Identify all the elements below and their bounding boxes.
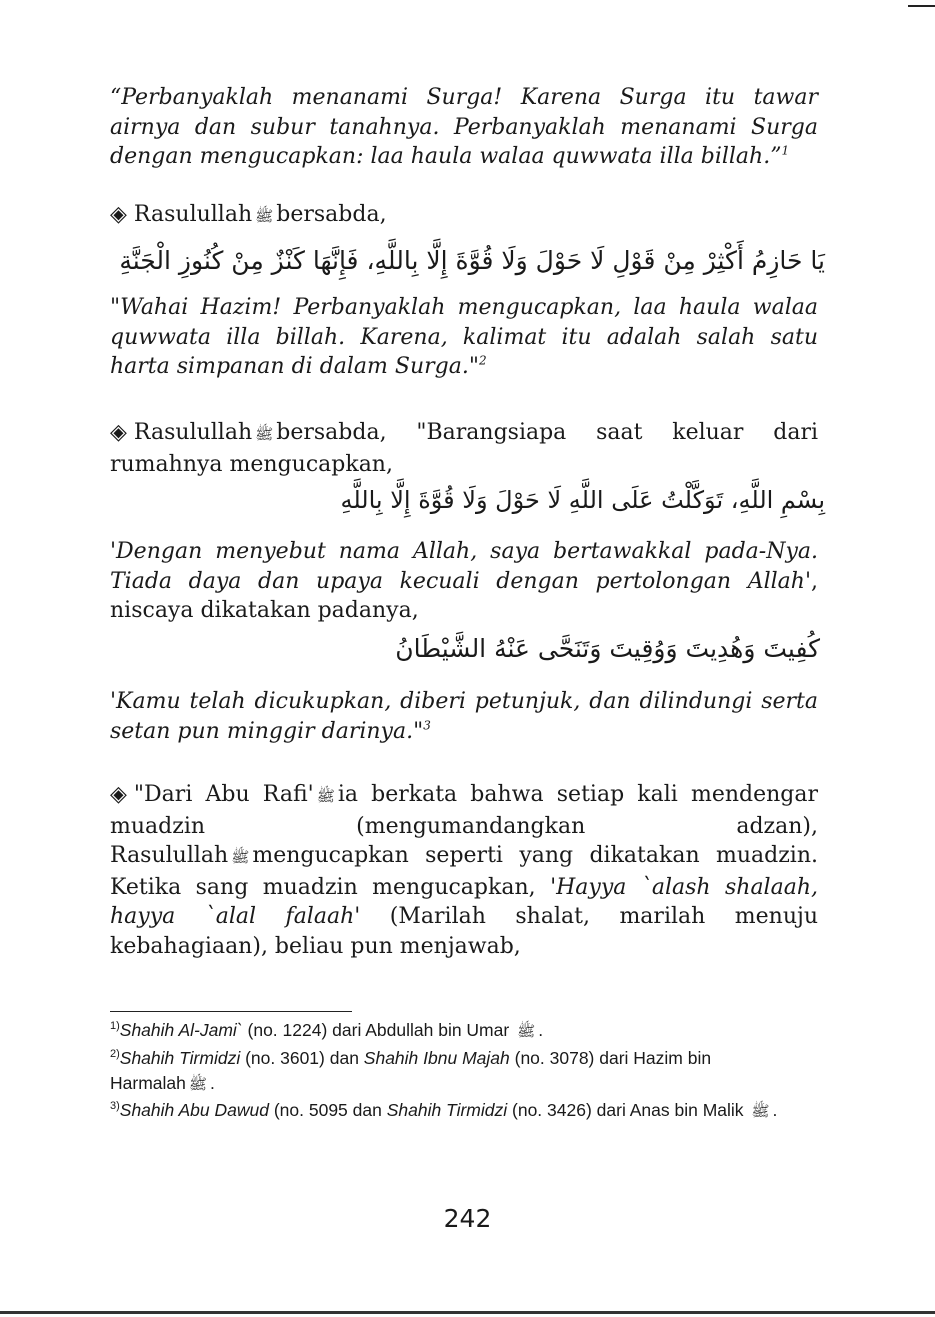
lead-text: bersabda, xyxy=(276,202,387,227)
hadith-lead-3 xyxy=(110,418,818,479)
footnote-end: . xyxy=(538,1020,544,1040)
lead-text: Rasulullah xyxy=(133,202,253,227)
footnote-text: (no. 3601) dan xyxy=(240,1048,364,1068)
arabic-dua-2: كُفِيتَ وَهُدِيتَ وَوُقِيتَ وَتَنَحَّى عَنْهُ الشَّيْطَانُ xyxy=(395,634,820,663)
footnote-source: Shahih Tirmidzi xyxy=(119,1048,241,1068)
footnote-end: . xyxy=(210,1073,215,1093)
footnote-source-2: Shahih Tirmidzi xyxy=(386,1100,508,1120)
hadith-paragraph-4 xyxy=(110,780,818,961)
honorific-icon: ﷺ xyxy=(517,1023,536,1040)
translation-3b xyxy=(110,687,818,746)
footnote-text: (no. 3426) dari Anas bin Malik xyxy=(507,1100,744,1120)
quote-text: “Perbanyaklah menanami Surga! Karena Surga itu tawar airnya dan subur tanahnya. Perbanyaklah menanami Surga dengan mengucapkan: laa haula walaa quwwata illa billah.” xyxy=(110,85,818,169)
body-text: mengucapkan seperti yang dikatakan muadzin. Ketika sang muadzin mengucapkan, xyxy=(110,843,818,900)
ornament-bullet-icon: ◈ xyxy=(110,420,127,445)
footnote-divider xyxy=(110,1011,352,1012)
footnote-ref-1: 1 xyxy=(781,143,790,158)
body-text-italic: 'Hayya `alash shalaah, hayya `alal falaah' xyxy=(110,874,818,929)
footnote-text: (no. 5095 dan xyxy=(268,1100,387,1120)
hadith-lead-2 xyxy=(110,200,818,232)
ornament-bullet-icon: ◈ xyxy=(110,202,127,227)
translation-rest: , niscaya dikatakan padanya, xyxy=(110,568,818,623)
translation-2 xyxy=(110,293,818,382)
arabic-dua-1: بِسْمِ اللَّهِ، تَوَكَّلْتُ عَلَى اللَّهِ لَا حَوْلَ وَلَا قُوَّةَ إِلَّا بِاللَّهِ xyxy=(340,486,825,514)
translation-3a xyxy=(110,537,818,626)
honorific-icon: ﷺ xyxy=(231,848,250,866)
quote-paragraph-1 xyxy=(110,83,818,172)
page-number: 242 xyxy=(443,1204,492,1233)
footnote-source: Shahih Al-Jami` xyxy=(119,1020,243,1040)
body-text: (Marilah shalat, marilah menuju kebahagiaan), beliau pun menjawab, xyxy=(110,904,818,959)
footnote-number: 3) xyxy=(110,1100,120,1113)
body-text: ia berkata bahwa setiap kali mendengar muadzin (mengumandangkan adzan), Rasulullah xyxy=(110,782,818,868)
footnote-end: . xyxy=(772,1100,778,1120)
translation-text: "Wahai Hazim! Perbanyaklah mengucapkan, laa haula walaa quwwata illa billah. Karena, kalimat itu adalah salah satu harta simpanan di dalam Surga." xyxy=(110,295,818,379)
honorific-icon: ﷺ xyxy=(316,787,335,805)
translation-text: 'Dengan menyebut nama Allah, saya bertawakkal pada-Nya. Tiada daya dan upaya kecuali dengan pertolongan Allah' xyxy=(110,539,818,594)
scan-mark-top-right xyxy=(908,5,935,7)
arabic-hadith-2: يَا حَازِمُ أَكْثِرْ مِنْ قَوْلِ لَا حَوْلَ وَلَا قُوَّةَ إِلَّا بِاللَّهِ، فَإِنَّهَا كَنْزٌ مِنْ كُنُوزِ الْجَنَّةِ xyxy=(119,246,825,275)
footnote-text: (no. 3078) dari Hazim bin Harmalah xyxy=(110,1048,712,1093)
scan-mark-bottom xyxy=(0,1311,935,1314)
footnote-number: 1) xyxy=(110,1020,120,1033)
ornament-bullet-icon: ◈ xyxy=(110,782,127,807)
footnote-text: (no. 1224) dari Abdullah bin Umar xyxy=(242,1020,510,1040)
footnote-3 xyxy=(110,1098,820,1124)
honorific-icon: ﷺ xyxy=(255,425,274,443)
translation-text: 'Kamu telah dicukupkan, diberi petunjuk, dan dilindungi serta setan pun minggir darinya." xyxy=(110,689,818,744)
footnote-number: 2) xyxy=(110,1048,120,1061)
honorific-icon: ﷺ xyxy=(188,1076,207,1093)
footnote-ref-3: 3 xyxy=(423,718,431,733)
footnote-1 xyxy=(110,1018,820,1044)
lead-text: Rasulullah xyxy=(133,420,253,445)
lead-text: bersabda, "Barangsiapa saat keluar dari rumahnya mengucapkan, xyxy=(110,420,818,477)
honorific-icon: ﷺ xyxy=(255,207,274,225)
body-text: "Dari Abu Rafi' xyxy=(133,782,314,807)
footnote-ref-2: 2 xyxy=(478,353,487,368)
footnote-2 xyxy=(110,1046,820,1097)
footnote-source: Shahih Abu Dawud xyxy=(119,1100,269,1120)
footnote-source-2: Shahih Ibnu Majah xyxy=(363,1048,510,1068)
honorific-icon: ﷺ xyxy=(751,1103,770,1120)
